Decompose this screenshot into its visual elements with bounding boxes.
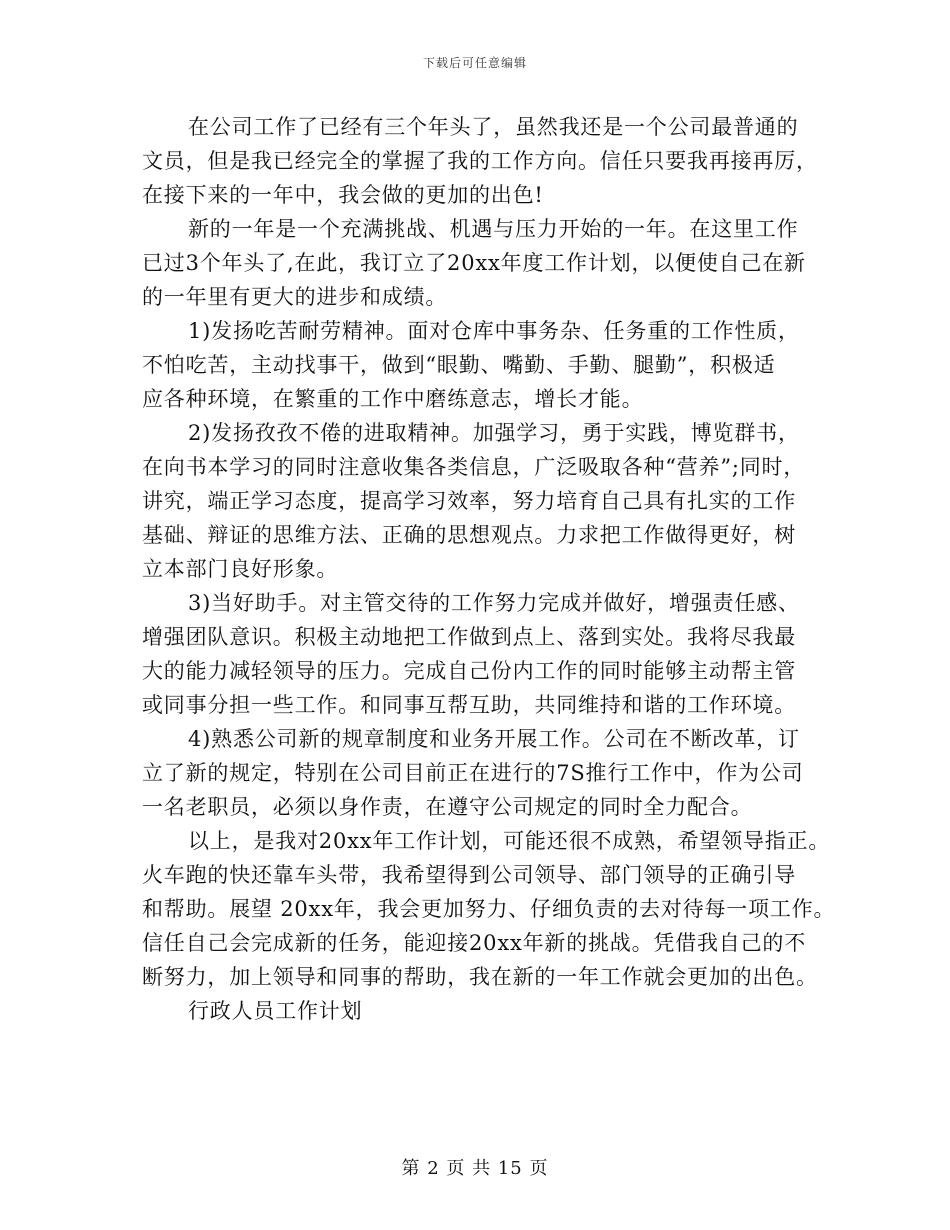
text-line: 不怕吃苦，主动找事干，做到“眼勤、嘴勤、手勤、腿勤”，积极适	[142, 353, 776, 377]
text-line: 大的能力减轻领导的压力。完成自己份内工作的同时能够主动帮主管	[142, 659, 796, 683]
text-line: 断努力，加上领导和同事的帮助，我在新的一年工作就会更加的出色。	[142, 965, 818, 989]
text-line: 立本部门良好形象。	[142, 557, 339, 581]
text-line: 信任自己会完成新的任务，能迎接20xx年新的挑战。凭借我自己的不	[142, 931, 807, 955]
text-line: 火车跑的快还靠车头带，我希望得到公司领导、部门领导的正确引导	[142, 863, 796, 887]
document-body	[142, 110, 836, 1028]
text-line: 在向书本学习的同时注意收集各类信息，广泛吸取各种“营养”;同时，	[142, 455, 806, 479]
section-heading: 行政人员工作计划	[188, 999, 363, 1023]
text-line: 已过3个年头了,在此，我订立了20xx年度工作计划，以便使自己在新	[142, 251, 806, 275]
text-line: 或同事分担一些工作。和同事互帮互助，共同维持和谐的工作环境。	[142, 693, 796, 717]
page-footer: 第 2 页 共 15 页	[401, 1158, 549, 1179]
text-line: 4)熟悉公司新的规章制度和业务开展工作。公司在不断改革，订	[188, 727, 800, 751]
text-line: 在接下来的一年中，我会做的更加的出色!	[142, 183, 544, 207]
text-line: 讲究，端正学习态度，提高学习效率，努力培育自己具有扎实的工作	[142, 489, 796, 513]
text-line: 一名老职员，必须以身作责，在遵守公司规定的同时全力配合。	[142, 795, 753, 819]
text-line: 基础、辩证的思维方法、正确的思想观点。力求把工作做得更好，树	[142, 523, 796, 547]
text-line: 以上，是我对20xx年工作计划，可能还很不成熟，希望领导指正。	[188, 829, 831, 853]
text-line: 在公司工作了已经有三个年头了，虽然我还是一个公司最普通的	[188, 115, 799, 139]
text-line: 立了新的规定，特别在公司目前正在进行的7S推行工作中，作为公司	[142, 761, 804, 785]
text-line: 新的一年是一个充满挑战、机遇与压力开始的一年。在这里工作	[188, 217, 799, 241]
text-line: 3)当好助手。对主管交待的工作努力完成并做好，增强责任感、	[188, 591, 800, 615]
text-line: 1)发扬吃苦耐劳精神。面对仓库中事务杂、任务重的工作性质，	[188, 319, 800, 343]
text-line: 的一年里有更大的进步和成绩。	[142, 285, 448, 309]
text-line: 和帮助。展望 20xx年，我会更加努力、仔细负责的去对待每一项工作。	[142, 897, 836, 921]
page-header: 下载后可任意编辑	[422, 56, 527, 70]
text-line: 应各种环境，在繁重的工作中磨练意志，增长才能。	[142, 387, 644, 411]
text-line: 增强团队意识。积极主动地把工作做到点上、落到实处。我将尽我最	[142, 625, 796, 649]
text-line: 文员，但是我已经完全的掌握了我的工作方向。信任只要我再接再厉，	[142, 149, 818, 173]
text-line: 2)发扬孜孜不倦的进取精神。加强学习，勇于实践，博览群书，	[188, 421, 800, 445]
